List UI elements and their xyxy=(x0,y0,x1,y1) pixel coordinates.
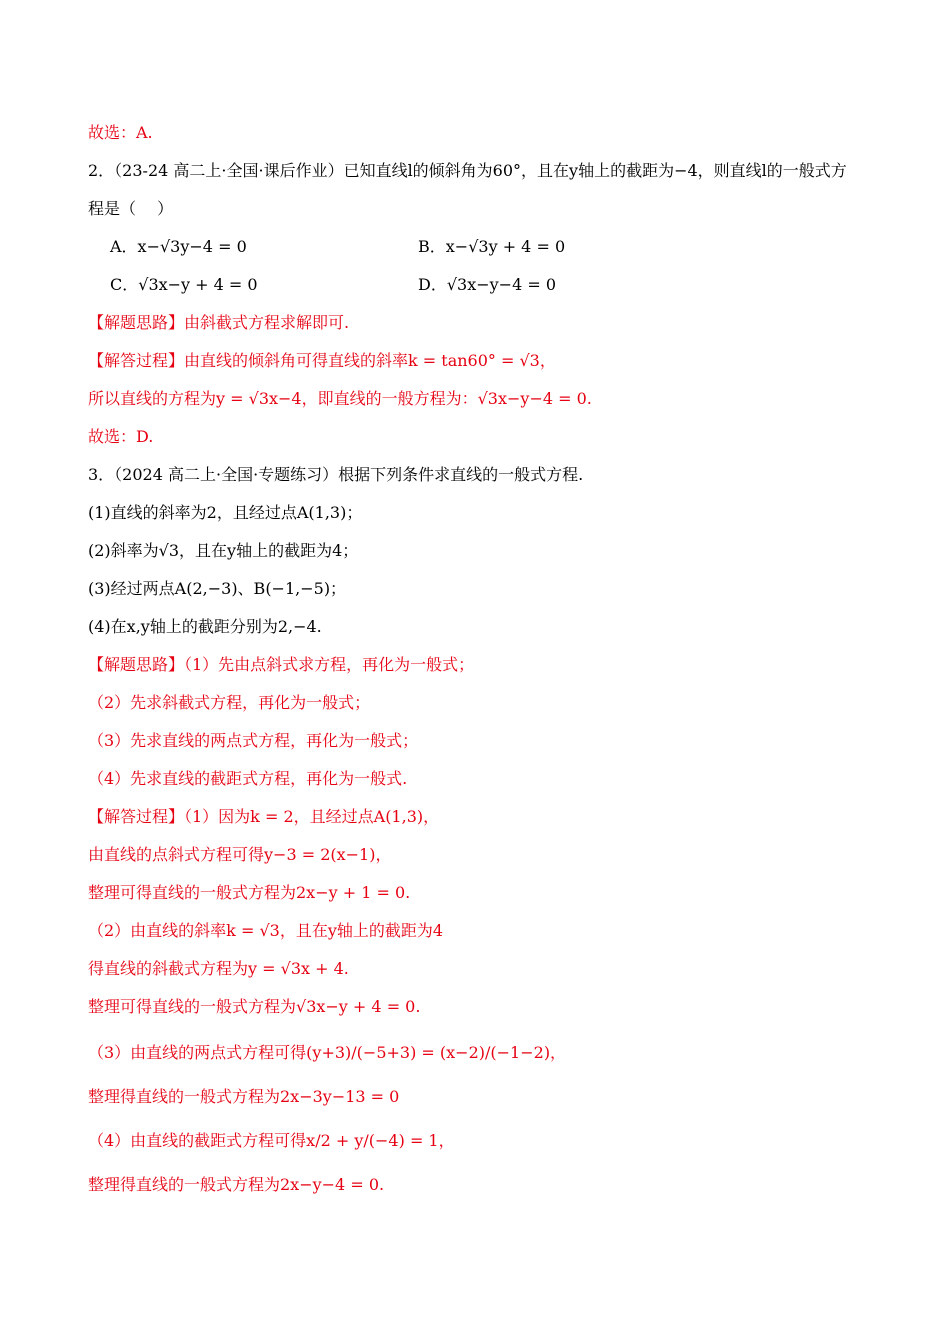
q2-answer: 故选：D. xyxy=(88,427,154,446)
q3-part-4: (4)在x,y轴上的截距分别为2,−4. xyxy=(88,617,322,636)
q2-option-a: A．x−√3y−4 = 0 xyxy=(110,237,247,256)
q2-stem-line2: 程是（ ） xyxy=(88,199,174,218)
q3-thinking-1: 【解题思路】（1）先由点斜式求方程，再化为一般式； xyxy=(88,655,475,674)
q1-answer: 故选：A. xyxy=(88,123,153,142)
q3-process-3: 整理可得直线的一般式方程为2x−y + 1 = 0. xyxy=(88,883,411,902)
q3-part-1: (1)直线的斜率为2，且经过点A(1,3)； xyxy=(88,503,363,522)
q2-option-c: C．√3x−y + 4 = 0 xyxy=(110,275,258,294)
q2-process-line2: 所以直线的方程为y = √3x−4，即直线的一般方程为：√3x−y−4 = 0. xyxy=(88,389,592,408)
q3-process-4: （2）由直线的斜率k = √3，且在y轴上的截距为4 xyxy=(88,921,444,940)
q3-part-2: (2)斜率为√3，且在y轴上的截距为4； xyxy=(88,541,359,560)
q3-thinking-3: （3）先求直线的两点式方程，再化为一般式； xyxy=(88,731,419,750)
q3-thinking-2: （2）先求斜截式方程，再化为一般式； xyxy=(88,693,371,712)
q3-process-7: （3）由直线的两点式方程可得(y+3)/(−5+3) = (x−2)/(−1−2)， xyxy=(88,1043,567,1062)
q3-stem: 3．（2024 高二上·全国·专题练习）根据下列条件求直线的一般式方程. xyxy=(88,465,584,484)
q3-process-1: 【解答过程】（1）因为k = 2，且经过点A(1,3)， xyxy=(88,807,440,826)
q3-process-2: 由直线的点斜式方程可得y−3 = 2(x−1)， xyxy=(88,845,392,864)
q2-process-line1: 【解答过程】由直线的倾斜角可得直线的斜率k = tan60° = √3， xyxy=(88,351,556,370)
q2-stem-line1: 2．（23-24 高二上·全国·课后作业）已知直线l的倾斜角为60°，且在y轴上的截距为−4，则直线l的一般式方 xyxy=(88,161,847,180)
q3-process-10: 整理得直线的一般式方程为2x−y−4 = 0. xyxy=(88,1175,385,1194)
q3-process-5: 得直线的斜截式方程为y = √3x + 4. xyxy=(88,959,349,978)
q3-part-3: (3)经过两点A(2,−3)、B(−1,−5)； xyxy=(88,579,347,598)
q3-process-8: 整理得直线的一般式方程为2x−3y−13 = 0 xyxy=(88,1087,400,1106)
q2-option-b: B．x−√3y + 4 = 0 xyxy=(418,237,566,256)
q2-option-d: D．√3x−y−4 = 0 xyxy=(418,275,557,294)
q3-process-9: （4）由直线的截距式方程可得x/2 + y/(−4) = 1， xyxy=(88,1131,455,1150)
q2-thinking: 【解题思路】由斜截式方程求解即可. xyxy=(88,313,350,332)
q3-process-6: 整理可得直线的一般式方程为√3x−y + 4 = 0. xyxy=(88,997,421,1016)
q3-thinking-4: （4）先求直线的截距式方程，再化为一般式. xyxy=(88,769,408,788)
